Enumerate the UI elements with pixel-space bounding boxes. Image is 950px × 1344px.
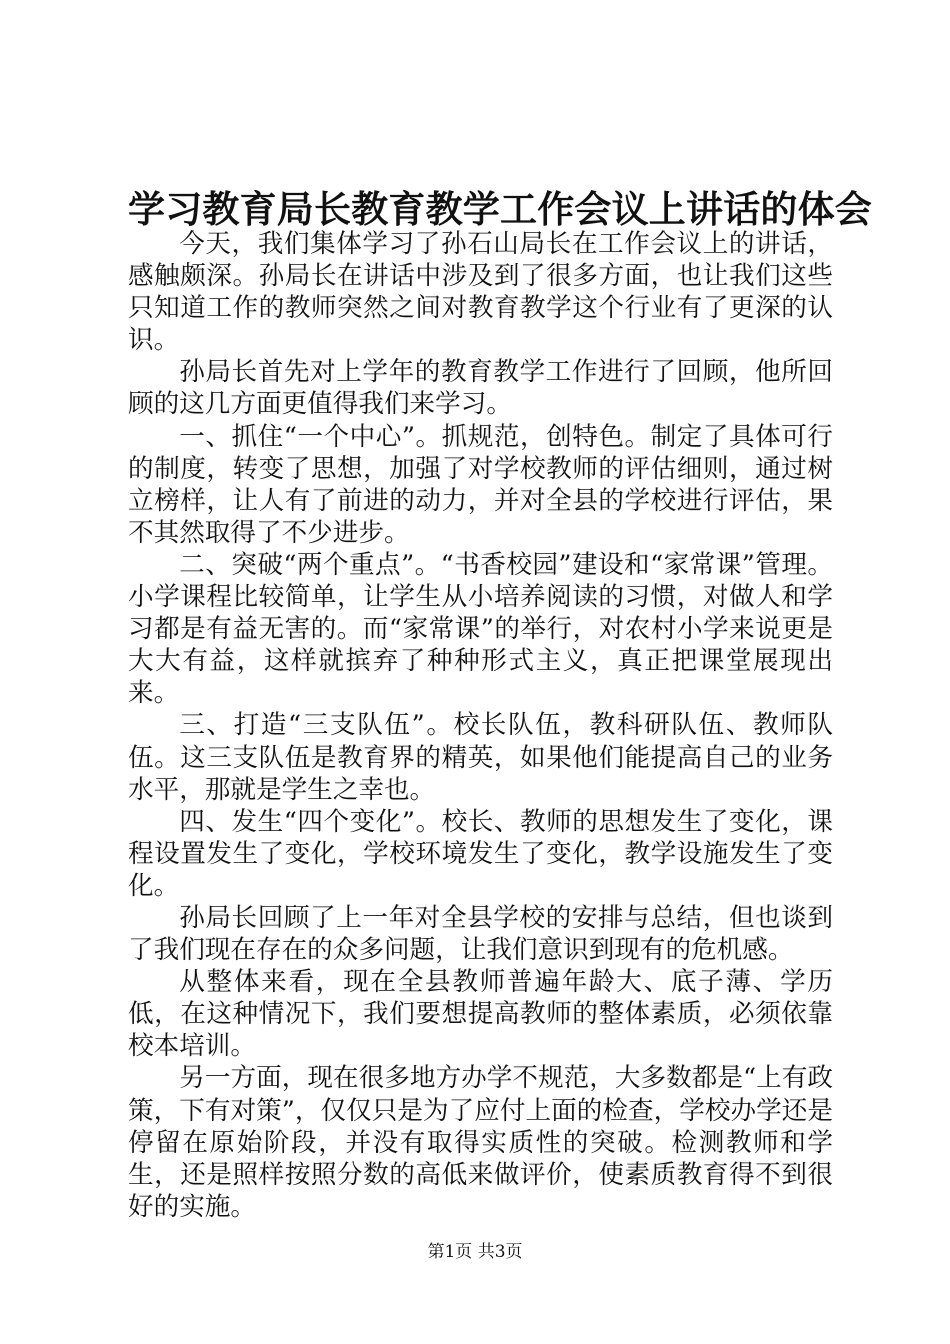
paragraph: 另一方面，现在很多地方办学不规范，大多数都是“上有政策，下有对策”，仅仅只是为了应付上面的检查，学校办学还是停留在原始阶段，并没有取得实质性的突破。检测教师和学生，还是照样按照分数的高低来做评价，使素质教育得不到很好的实施。 bbox=[128, 1063, 833, 1222]
paragraph: 一、抓住“一个中心”。抓规范，创特色。制定了具体可行的制度，转变了思想，加强了对学校教师的评估细则，通过树立榜样，让人有了前进的动力，并对全县的学校进行评估，果不其然取得了不少进步。 bbox=[128, 421, 833, 548]
paragraph: 孙局长首先对上学年的教育教学工作进行了回顾，他所回顾的这几方面更值得我们来学习。 bbox=[128, 357, 833, 420]
document-body bbox=[128, 228, 833, 1223]
paragraph: 今天，我们集体学习了孙石山局长在工作会议上的讲话，感触颇深。孙局长在讲话中涉及到了很多方面，也让我们这些只知道工作的教师突然之间对教育教学这个行业有了更深的认识。 bbox=[128, 229, 833, 356]
document-title: 学习教育局长教育教学工作会议上讲话的体会 bbox=[128, 187, 872, 231]
paragraph: 从整体来看，现在全县教师普遍年龄大、底子薄、学历低，在这种情况下，我们要想提高教师的整体素质，必须依靠校本培训。 bbox=[128, 967, 833, 1062]
paragraph: 三、打造“三支队伍”。校长队伍，教科研队伍、教师队伍。这三支队伍是教育界的精英，如果他们能提高自己的业务水平，那就是学生之幸也。 bbox=[128, 710, 833, 805]
page-number-footer: 第1页 共3页 bbox=[427, 1242, 523, 1262]
paragraph: 二、突破“两个重点”。“书香校园”建设和“家常课”管理。小学课程比较简单，让学生从小培养阅读的习惯，对做人和学习都是有益无害的。而“家常课”的举行，对农村小学来说更是大大有益，这样就摈弃了种种形式主义，真正把课堂展现出来。 bbox=[128, 549, 833, 709]
paragraph: 四、发生“四个变化”。校长、教师的思想发生了变化，课程设置发生了变化，学校环境发生了变化，教学设施发生了变化。 bbox=[128, 806, 833, 901]
paragraph: 孙局长回顾了上一年对全县学校的安排与总结，但也谈到了我们现在存在的众多问题，让我们意识到现有的危机感。 bbox=[128, 902, 833, 966]
